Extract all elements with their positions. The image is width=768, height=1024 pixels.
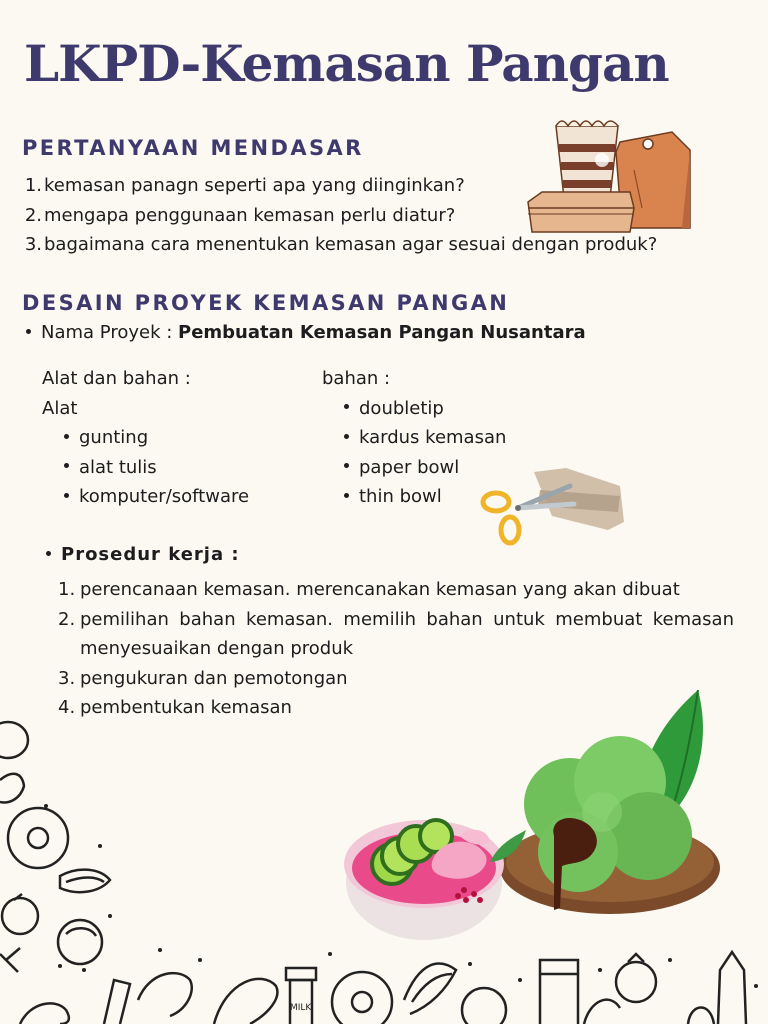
list-text: kemasan panagn seperti apa yang diinginkan? [44,175,465,196]
project-label: Nama Proyek : [41,322,178,343]
food-doodle-border-bottom [0,940,768,1024]
tool-item: gunting [79,427,149,448]
tools-column [42,364,249,512]
bullet-dot [344,434,349,439]
bullet-dot [26,329,31,334]
material-item: paper bowl [359,456,460,478]
bullet-dot [46,551,51,556]
list-number: 4. [58,697,76,718]
list-item [322,394,506,424]
tool-item: komputer/software [79,486,250,507]
list-number: 2. [58,608,76,630]
tool-item: alat tulis [79,456,157,478]
food-doodle-border-left [0,716,120,976]
list-item [58,575,734,605]
list-text: pembentukan kemasan [80,697,292,718]
section-heading-desain: DESAIN PROYEK KEMASAN PANGAN [22,291,510,315]
bullet-dot [344,463,349,468]
page-title: LKPD-Kemasan Pangan [24,34,669,93]
procedure-label: Prosedur kerja : [61,544,240,565]
project-name-line [26,318,586,348]
list-text: bagaimana cara menentukan kemasan agar sesuai dengan produk? [44,234,658,255]
material-item: kardus kemasan [359,427,507,448]
scissors-tape-illustration [478,464,628,548]
tools-label: Alat [42,397,78,419]
list-item [42,423,249,453]
bullet-dot [64,463,69,468]
procedure-line [46,540,240,570]
klepon-and-dessert-illustration [340,686,720,954]
materials-header: bahan : [322,368,391,389]
list-text: mengapa penggunaan kemasan perlu diatur? [44,204,456,226]
list-item [322,423,506,453]
list-number: 2. [24,204,42,226]
list-item [58,605,734,664]
list-number: 1. [24,175,42,196]
list-item [42,453,249,483]
list-number: 3. [58,667,76,689]
material-item: doubletip [359,397,444,419]
milk-label: MILK [290,1003,312,1013]
section-heading-pertanyaan: PERTANYAAN MENDASAR [22,136,364,160]
food-packaging-illustration [522,112,694,234]
list-number: 3. [24,234,42,255]
project-name: Pembuatan Kemasan Pangan Nusantara [178,322,586,343]
list-text: pemilihan bahan kemasan. memilih bahan untuk membuat kemasan menyesuaikan dengan produk [80,608,734,659]
list-text: perencanaan kemasan. merencanakan kemasan yang akan dibuat [80,579,680,600]
tools-header: Alat dan bahan : [42,368,191,389]
list-text: pengukuran dan pemotongan [80,667,348,689]
bullet-dot [344,404,349,409]
list-number: 1. [58,579,76,600]
list-item [20,230,657,260]
bullet-dot [64,434,69,439]
bullet-dot [344,493,349,498]
list-item [42,482,249,512]
material-item: thin bowl [359,486,442,507]
bullet-dot [64,493,69,498]
